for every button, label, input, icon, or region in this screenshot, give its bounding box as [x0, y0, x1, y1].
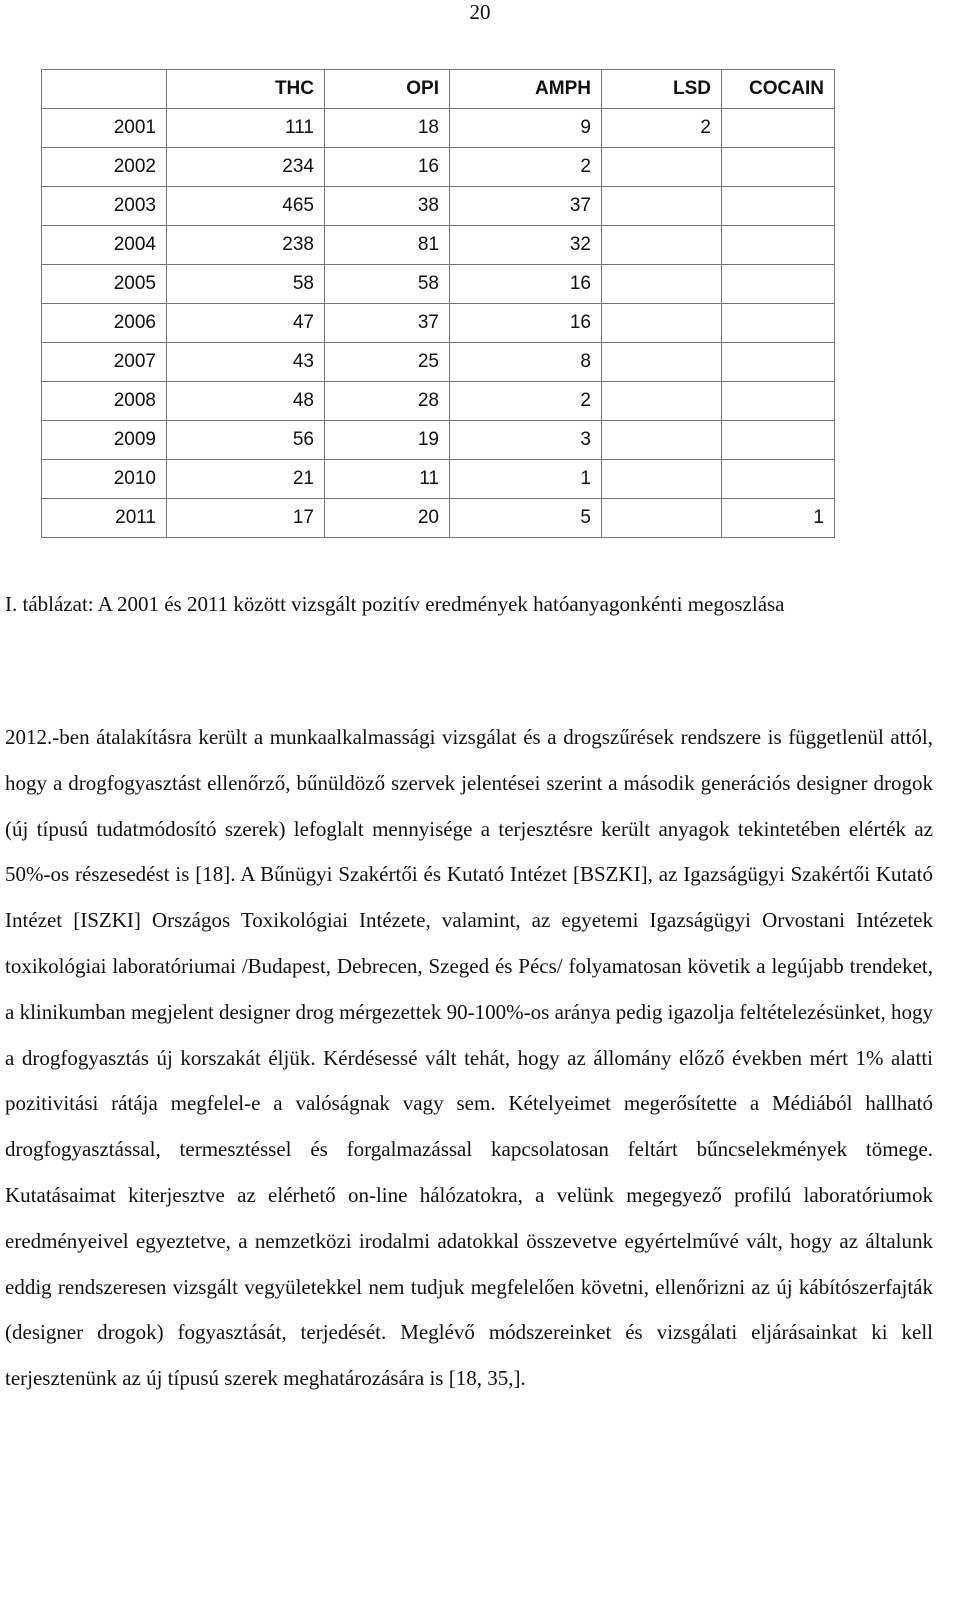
header-year [42, 70, 167, 109]
table-cell: 234 [167, 148, 325, 187]
table-cell-year: 2004 [42, 226, 167, 265]
header-cocain: COCAIN [722, 70, 835, 109]
table-cell [602, 226, 722, 265]
table-cell: 16 [325, 148, 450, 187]
table-cell [602, 343, 722, 382]
table-cell [722, 343, 835, 382]
table-cell: 238 [167, 226, 325, 265]
table-cell [722, 304, 835, 343]
table-cell: 1 [450, 460, 602, 499]
table-cell: 17 [167, 499, 325, 538]
table-cell: 25 [325, 343, 450, 382]
table-cell-year: 2005 [42, 265, 167, 304]
table-row [42, 460, 835, 499]
table-cell: 2 [602, 109, 722, 148]
table-cell [602, 148, 722, 187]
header-lsd: LSD [602, 70, 722, 109]
table-cell: 111 [167, 109, 325, 148]
table-cell: 1 [722, 499, 835, 538]
table-cell-year: 2011 [42, 499, 167, 538]
table-row [42, 382, 835, 421]
table-cell-year: 2007 [42, 343, 167, 382]
table-cell [722, 382, 835, 421]
body-paragraph: 2012.-ben átalakításra került a munkaalkalmassági vizsgálat és a drogszűrések rendszere is függetlenül attól, hogy a drogfogyasztást ellenőrző, bűnüldöző szervek jelentései szerint a második generációs designer drogok (új típusú tudatmódosító szerek) lefoglalt mennyisége a terjesztésre került anyagok tekintetében elérték az 50%-os részesedést is [18]. A Bűnügyi Szakértői és Kutató Intézet [BSZKI], az Igazságügyi Szakértői Kutató Intézet [ISZKI] Országos Toxikológiai Intézete, valamint, az egyetemi Igazságügyi Orvostani Intézetek toxikológiai laboratóriumai /Budapest, Debrecen, Szeged és Pécs/ folyamatosan követik a legújabb trendeket, a klinikumban megjelent designer drog mérgezettek 90-100%-os aránya pedig igazolja feltételezésünket, hogy a drogfogyasztás új korszakát éljük. Kérdésessé vált tehát, hogy az állomány előző években mért 1% alatti pozitivitási rátája megfelel-e a valóságnak vagy sem. Kételyeimet megerősítette a Médiából hallható drogfogyasztással, termesztéssel és forgalmazással kapcsolatosan feltárt bűncselekmények tömege. Kutatásaimat kiterjesztve az elérhető on-line hálózatokra, a velünk megegyező profilú laboratóriumok eredményeivel egyeztetve, a nemzetközi irodalmi adatokkal összevetve egyértelművé vált, hogy az általunk eddig rendszeresen vizsgált vegyületekkel nem tudjuk megfelelően követni, ellenőrizni az új kábítószerfajták (designer drogok) fogyasztását, terjedését. Meglévő módszereinket és vizsgálati eljárásainkat ki kell terjesztenünk az új típusú szerek meghatározására is [18, 35,]. [5, 725, 933, 1391]
table-row [42, 499, 835, 538]
table-cell: 47 [167, 304, 325, 343]
table-cell-year: 2001 [42, 109, 167, 148]
table-cell: 18 [325, 109, 450, 148]
table-cell [602, 499, 722, 538]
table-cell: 37 [450, 187, 602, 226]
table-row [42, 148, 835, 187]
table-cell [722, 226, 835, 265]
table-cell-year: 2006 [42, 304, 167, 343]
table-cell: 38 [325, 187, 450, 226]
table-cell: 16 [450, 304, 602, 343]
table-cell: 3 [450, 421, 602, 460]
table-cell [602, 265, 722, 304]
table-cell [602, 460, 722, 499]
table-cell: 28 [325, 382, 450, 421]
table-cell [722, 109, 835, 148]
table-header-row [42, 70, 835, 109]
table-row [42, 343, 835, 382]
table-cell: 81 [325, 226, 450, 265]
table-row [42, 109, 835, 148]
table-cell: 8 [450, 343, 602, 382]
page-number: 20 [469, 0, 491, 24]
header-amph: AMPH [450, 70, 602, 109]
table-cell [602, 304, 722, 343]
drug-results-table [41, 69, 835, 538]
header-opi: OPI [325, 70, 450, 109]
table-row [42, 421, 835, 460]
table-cell: 56 [167, 421, 325, 460]
table-cell-year: 2002 [42, 148, 167, 187]
table-cell [722, 265, 835, 304]
table-cell [602, 382, 722, 421]
table-cell: 465 [167, 187, 325, 226]
table-cell [602, 421, 722, 460]
table-cell: 43 [167, 343, 325, 382]
table-cell: 58 [167, 265, 325, 304]
table-row [42, 187, 835, 226]
table-cell: 9 [450, 109, 602, 148]
table-cell [722, 148, 835, 187]
table-cell: 11 [325, 460, 450, 499]
table-cell-year: 2003 [42, 187, 167, 226]
table-cell-year: 2010 [42, 460, 167, 499]
table-cell-year: 2009 [42, 421, 167, 460]
table-cell: 20 [325, 499, 450, 538]
table-cell: 48 [167, 382, 325, 421]
table-cell [602, 187, 722, 226]
table-cell: 21 [167, 460, 325, 499]
table-cell [722, 187, 835, 226]
table-cell: 5 [450, 499, 602, 538]
table-cell: 2 [450, 382, 602, 421]
table-cell: 32 [450, 226, 602, 265]
table-cell: 2 [450, 148, 602, 187]
table-cell: 19 [325, 421, 450, 460]
table-cell-year: 2008 [42, 382, 167, 421]
table-cell [722, 460, 835, 499]
table-row [42, 265, 835, 304]
table-cell: 37 [325, 304, 450, 343]
table-row [42, 304, 835, 343]
table-cell [722, 421, 835, 460]
table-cell: 58 [325, 265, 450, 304]
table-caption: I. táblázat: A 2001 és 2011 között vizsgált pozitív eredmények hatóanyagonkénti megoszlása [5, 592, 785, 616]
table-row [42, 226, 835, 265]
header-thc: THC [167, 70, 325, 109]
table-cell: 16 [450, 265, 602, 304]
